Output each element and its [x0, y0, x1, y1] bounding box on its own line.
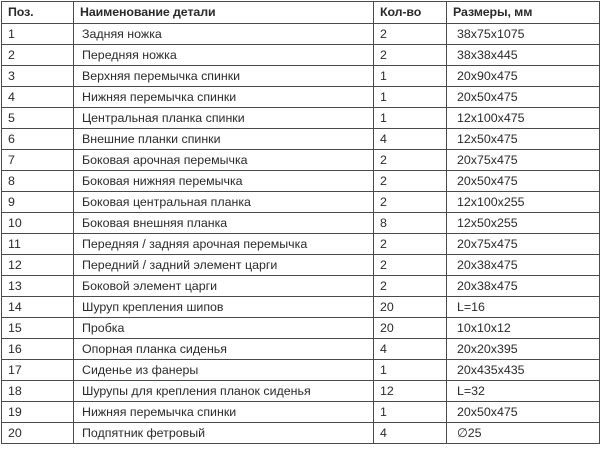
- table-row: [2, 234, 600, 255]
- cell-dimensions: 12x50x255: [447, 213, 600, 234]
- cell-part-name: Внешние планки спинки: [74, 129, 374, 150]
- cell-dimensions: 20x20x395: [447, 339, 600, 360]
- table-row: [2, 213, 600, 234]
- table-row: [2, 45, 600, 66]
- cell-part-name: Пробка: [74, 318, 374, 339]
- cell-position: 17: [2, 360, 74, 381]
- cell-quantity: 2: [374, 45, 447, 66]
- cell-quantity: 20: [374, 297, 447, 318]
- cell-part-name: Передняя ножка: [74, 45, 374, 66]
- cell-quantity: 4: [374, 129, 447, 150]
- cell-dimensions: 20x75x475: [447, 234, 600, 255]
- table-row: [2, 255, 600, 276]
- cell-position: 16: [2, 339, 74, 360]
- table-header-row: [2, 2, 600, 24]
- cell-dimensions: 38x38x445: [447, 45, 600, 66]
- header-dimensions: Размеры, мм: [447, 2, 600, 24]
- cell-quantity: 12: [374, 381, 447, 402]
- cell-position: 7: [2, 150, 74, 171]
- cell-position: 4: [2, 87, 74, 108]
- cell-dimensions: 12x100x255: [447, 192, 600, 213]
- cell-dimensions: 10x10x12: [447, 318, 600, 339]
- cell-part-name: Подпятник фетровый: [74, 423, 374, 444]
- cell-quantity: 4: [374, 339, 447, 360]
- header-position: Поз.: [2, 2, 74, 24]
- cell-quantity: 1: [374, 360, 447, 381]
- cell-part-name: Боковая центральная планка: [74, 192, 374, 213]
- cell-position: 10: [2, 213, 74, 234]
- table-row: [2, 24, 600, 45]
- cell-part-name: Задняя ножка: [74, 24, 374, 45]
- cell-dimensions: 12x100x475: [447, 108, 600, 129]
- cell-quantity: 2: [374, 276, 447, 297]
- table-row: [2, 87, 600, 108]
- table-row: [2, 339, 600, 360]
- table-row: [2, 297, 600, 318]
- cell-position: 8: [2, 171, 74, 192]
- table-row: [2, 402, 600, 423]
- cell-quantity: 2: [374, 24, 447, 45]
- cell-part-name: Сиденье из фанеры: [74, 360, 374, 381]
- cell-part-name: Передний / задний элемент царги: [74, 255, 374, 276]
- cell-part-name: Боковая арочная перемычка: [74, 150, 374, 171]
- cell-quantity: 2: [374, 150, 447, 171]
- cell-dimensions: 20x38x475: [447, 255, 600, 276]
- table-row: [2, 381, 600, 402]
- cell-dimensions: 20x38x475: [447, 276, 600, 297]
- cell-part-name: Нижняя перемычка спинки: [74, 402, 374, 423]
- cell-part-name: Верхняя перемычка спинки: [74, 66, 374, 87]
- table-row: [2, 276, 600, 297]
- cell-position: 11: [2, 234, 74, 255]
- cell-dimensions: ∅25: [447, 423, 600, 444]
- cell-position: 6: [2, 129, 74, 150]
- cell-quantity: 2: [374, 192, 447, 213]
- cell-dimensions: 20x90x475: [447, 66, 600, 87]
- cell-position: 14: [2, 297, 74, 318]
- cell-dimensions: 20x435x435: [447, 360, 600, 381]
- cell-position: 3: [2, 66, 74, 87]
- table-row: [2, 150, 600, 171]
- cell-dimensions: 20x50x475: [447, 402, 600, 423]
- cell-position: 5: [2, 108, 74, 129]
- cell-dimensions: 20x75x475: [447, 150, 600, 171]
- cell-dimensions: L=16: [447, 297, 600, 318]
- cell-position: 13: [2, 276, 74, 297]
- cell-quantity: 1: [374, 402, 447, 423]
- cell-position: 18: [2, 381, 74, 402]
- parts-table-body: [2, 24, 600, 444]
- cell-quantity: 2: [374, 255, 447, 276]
- cell-position: 19: [2, 402, 74, 423]
- table-row: [2, 360, 600, 381]
- cell-part-name: Боковой элемент царги: [74, 276, 374, 297]
- cell-dimensions: L=32: [447, 381, 600, 402]
- cell-quantity: 2: [374, 171, 447, 192]
- cell-position: 12: [2, 255, 74, 276]
- cell-quantity: 1: [374, 87, 447, 108]
- cell-part-name: Опорная планка сиденья: [74, 339, 374, 360]
- cell-quantity: 2: [374, 234, 447, 255]
- cell-dimensions: 12x50x475: [447, 129, 600, 150]
- cell-part-name: Шурупы для крепления планок сиденья: [74, 381, 374, 402]
- cell-quantity: 8: [374, 213, 447, 234]
- cell-quantity: 1: [374, 66, 447, 87]
- cell-part-name: Боковая нижняя перемычка: [74, 171, 374, 192]
- cell-position: 1: [2, 24, 74, 45]
- cell-part-name: Передняя / задняя арочная перемычка: [74, 234, 374, 255]
- cell-dimensions: 38x75x1075: [447, 24, 600, 45]
- cell-part-name: Нижняя перемычка спинки: [74, 87, 374, 108]
- cell-part-name: Шуруп крепления шипов: [74, 297, 374, 318]
- table-row: [2, 108, 600, 129]
- cell-dimensions: 20x50x475: [447, 87, 600, 108]
- cell-dimensions: 20x50x475: [447, 171, 600, 192]
- cell-part-name: Боковая внешняя планка: [74, 213, 374, 234]
- header-quantity: Кол-во: [374, 2, 447, 24]
- header-part-name: Наименование детали: [74, 2, 374, 24]
- table-row: [2, 423, 600, 444]
- table-row: [2, 171, 600, 192]
- parts-table: [1, 1, 600, 444]
- cell-quantity: 1: [374, 108, 447, 129]
- table-row: [2, 192, 600, 213]
- cell-position: 15: [2, 318, 74, 339]
- cell-quantity: 4: [374, 423, 447, 444]
- cell-position: 20: [2, 423, 74, 444]
- cell-position: 2: [2, 45, 74, 66]
- cell-part-name: Центральная планка спинки: [74, 108, 374, 129]
- table-row: [2, 129, 600, 150]
- table-row: [2, 318, 600, 339]
- cell-quantity: 20: [374, 318, 447, 339]
- table-row: [2, 66, 600, 87]
- cell-position: 9: [2, 192, 74, 213]
